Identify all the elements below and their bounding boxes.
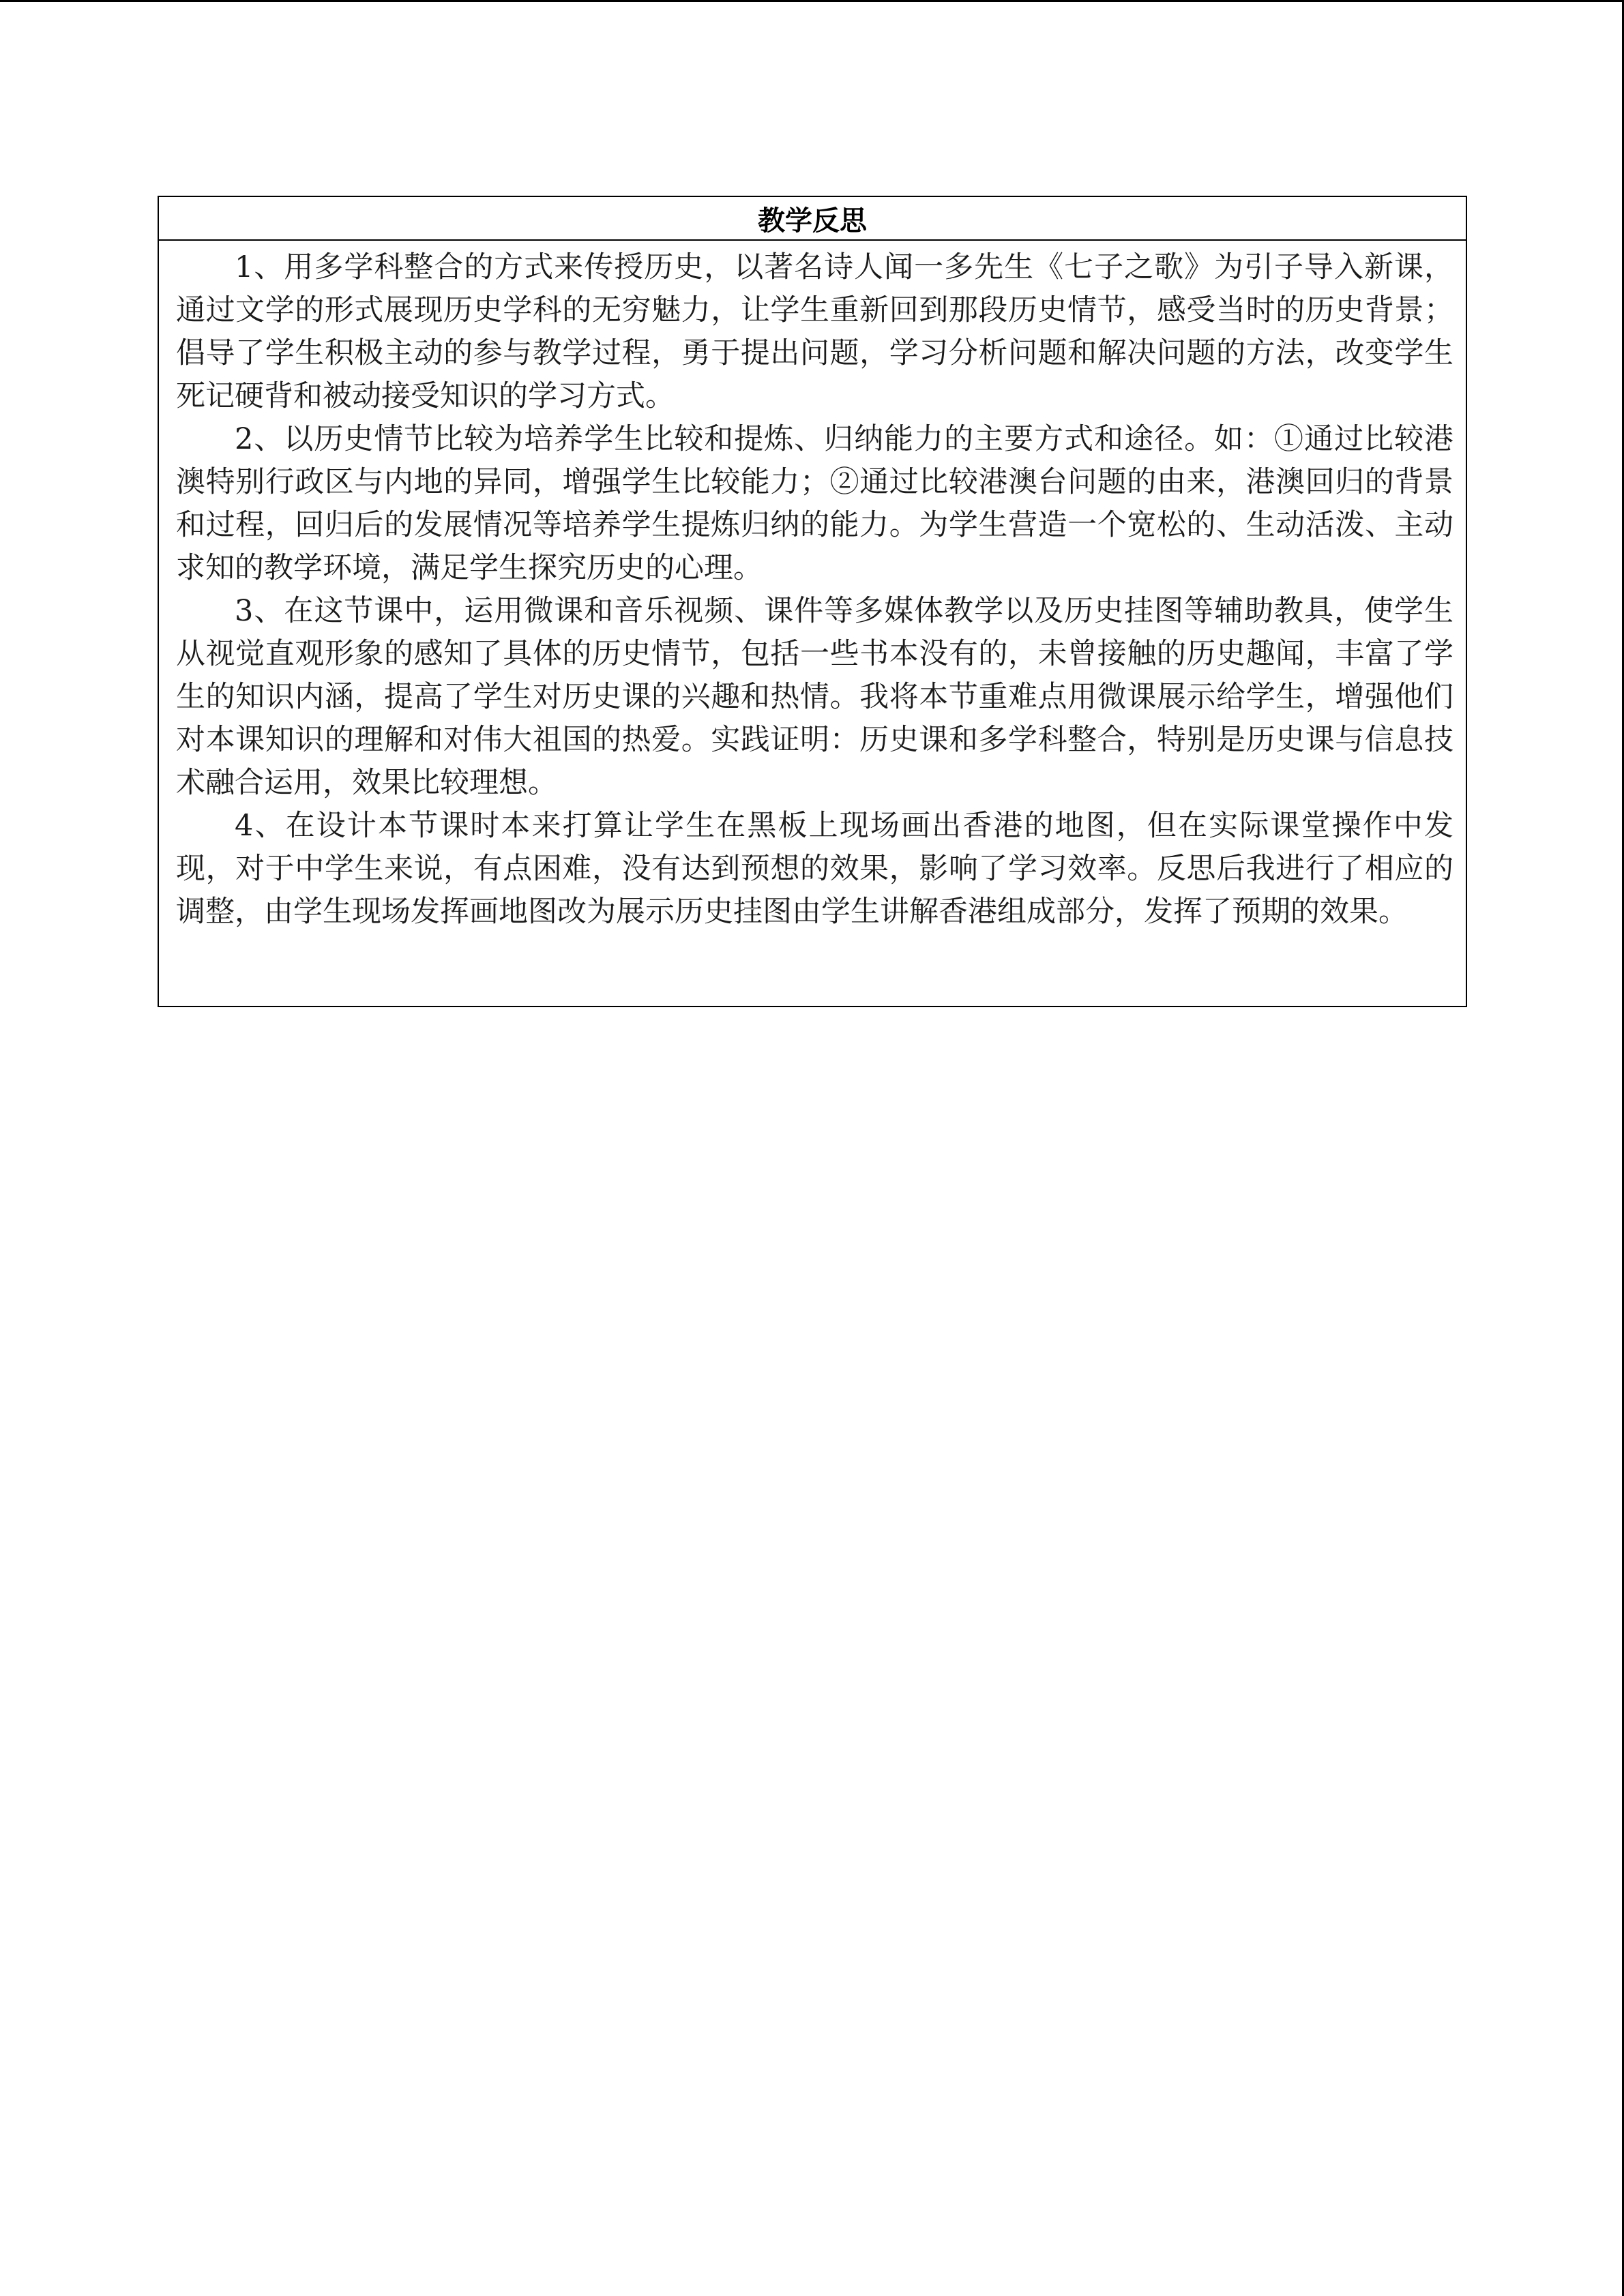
table-header: 教学反思	[159, 197, 1466, 241]
reflection-paragraph-1: 1、用多学科整合的方式来传授历史，以著名诗人闻一多先生《七子之歌》为引子导入新课，通过文学的形式展现历史学科的无穷魅力，让学生重新回到那段历史情节，感受当时的历史背景；倡导了学生积极主动的参与教学过程，勇于提出问题，学习分析问题和解决问题的方法，改变学生死记硬背和被动接受知识的学习方式。	[176, 250, 1453, 413]
page-top-border	[0, 0, 1624, 2]
reflection-paragraph-3: 3、在这节课中，运用微课和音乐视频、课件等多媒体教学以及历史挂图等辅助教具，使学生从视觉直观形象的感知了具体的历史情节，包括一些书本没有的，未曾接触的历史趣闻，丰富了学生的知识内涵，提高了学生对历史课的兴趣和热情。我将本节重难点用微课展示给学生，增强他们对本课知识的理解和对伟大祖国的热爱。实践证明：历史课和多学科整合，特别是历史课与信息技术融合运用，效果比较理想。	[176, 594, 1453, 800]
table-body	[159, 241, 1466, 934]
reflection-paragraph-4: 4、在设计本节课时本来打算让学生在黑板上现场画出香港的地图，但在实际课堂操作中发现，对于中学生来说，有点困难，没有达到预想的效果，影响了学习效率。反思后我进行了相应的调整，由学生现场发挥画地图改为展示历史挂图由学生讲解香港组成部分，发挥了预期的效果。	[176, 809, 1453, 929]
reflection-paragraph-2: 2、以历史情节比较为培养学生比较和提炼、归纳能力的主要方式和途径。如：①通过比较港澳特别行政区与内地的异同，增强学生比较能力；②通过比较港澳台问题的由来，港澳回归的背景和过程，回归后的发展情况等培养学生提炼归纳的能力。为学生营造一个宽松的、生动活泼、主动求知的教学环境，满足学生探究历史的心理。	[176, 422, 1453, 585]
teaching-reflection-table	[158, 196, 1467, 1007]
